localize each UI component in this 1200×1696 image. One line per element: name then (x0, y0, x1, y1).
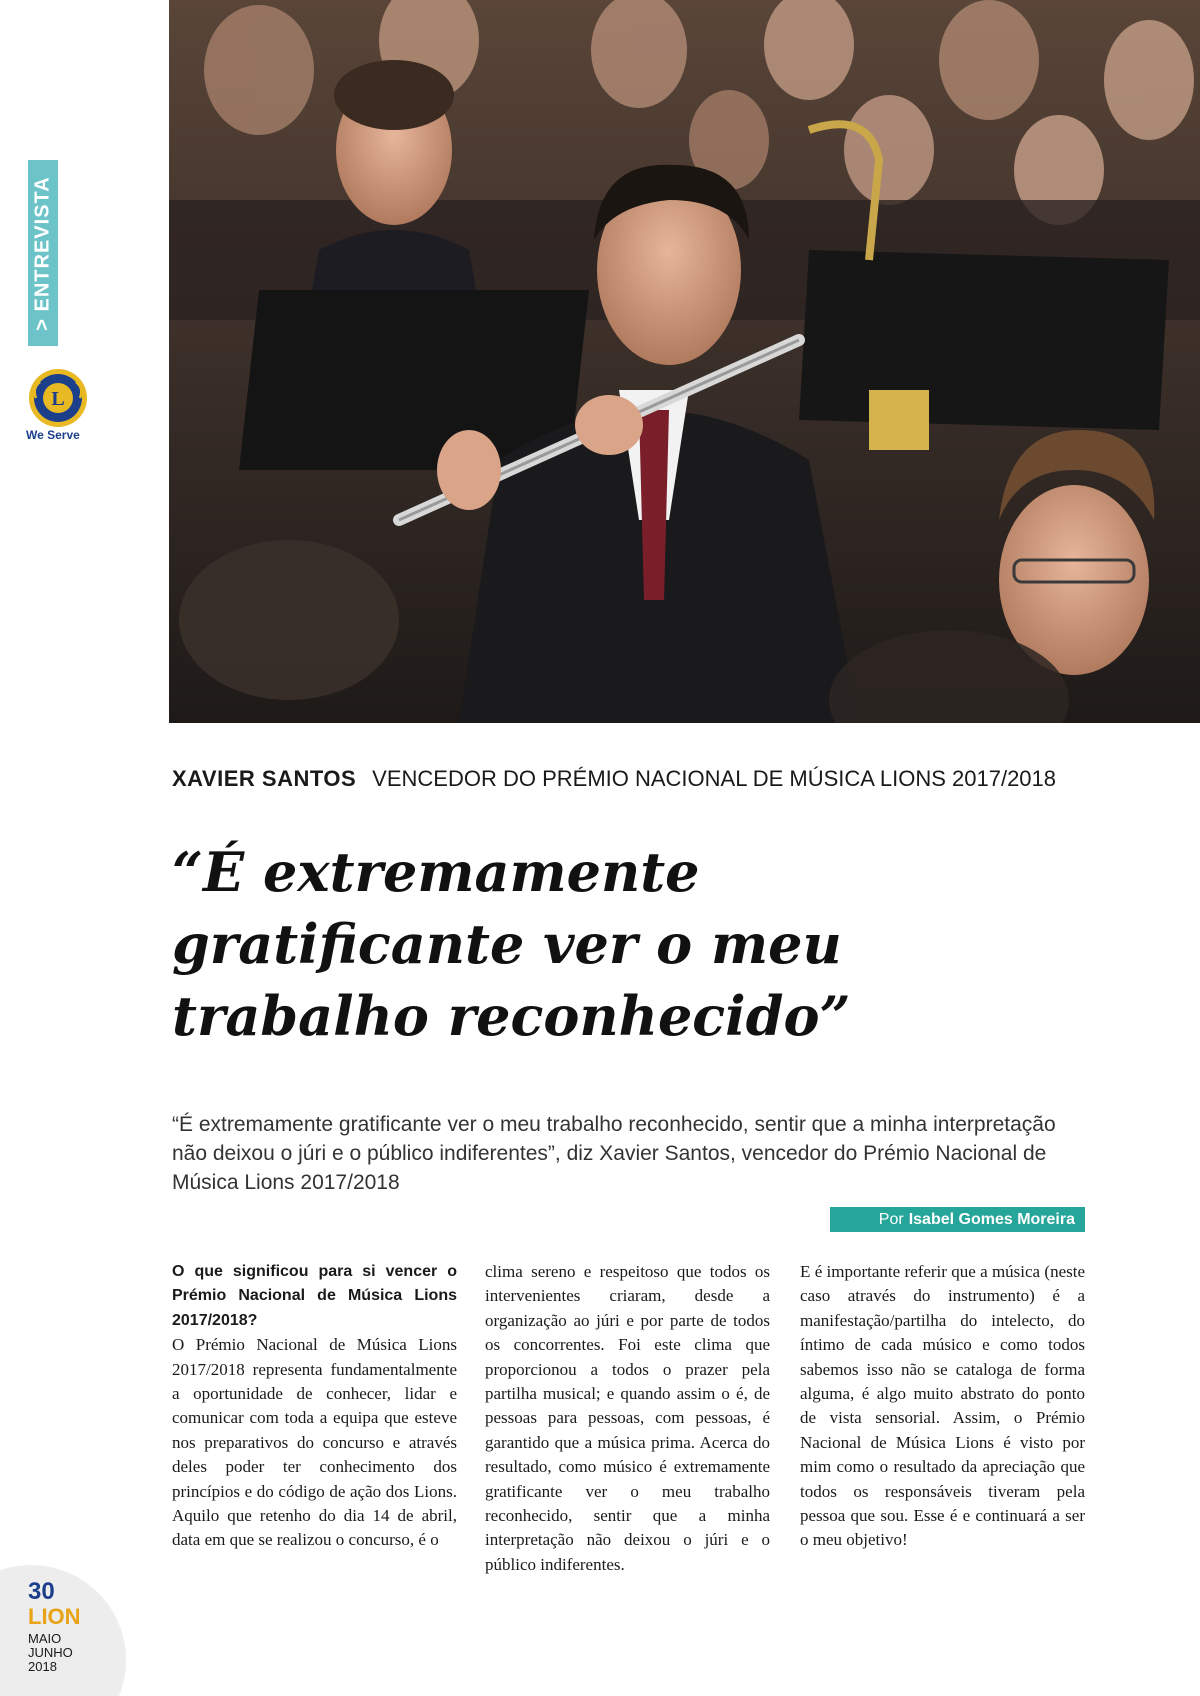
headline-line: “É extremamente (172, 840, 700, 904)
body-column-1 (172, 1260, 457, 1553)
kicker-name: XAVIER SANTOS (172, 766, 357, 791)
section-tab-label-wrap (28, 160, 58, 346)
column-text: O Prémio Nacional de Música Lions 2017/2018 representa fundamentalmente a oportunidade de conhecer, lidar e comunicar com toda a equipa que esteve nos preparativos do concurso e através deles poder ter conhecimento dos princípios e do código de ação dos Lions. Aquilo que retenho do dia 14 de abril, data em que se realizou o concurso, é o (172, 1335, 457, 1550)
lions-club-emblem-icon (28, 368, 88, 428)
article-headline (172, 836, 1172, 1052)
column-text: clima sereno e respeitoso que todos os intervenientes criaram, desde a organização ao júri e por parte de todos os concorrentes. Foi este clima que proporcionou a todos o prazer pela partilha musical; e quando assim o é, de pessoas para pessoas, com pessoas, é garantido que a música prima. Acerca do resultado, como músico é extremamente gratificante ver o meu trabalho reconhecido, sentir que a minha interpretação não deixou o júri e o público indiferentes. (485, 1262, 770, 1574)
svg-text:L: L (51, 388, 65, 410)
body-column-2 (485, 1260, 770, 1577)
orchestra-flute-player-photo-icon (169, 0, 1200, 723)
column-text: E é importante referir que a música (neste caso através do instrumento) é a manifestação/partilha do intelecto, do íntimo de cada músico e como todos sabemos isso não se cataloga de forma alguma, é algo muito abstrato do ponto de vista sensorial. Assim, o Prémio Nacional de Música Lions é visto por mim como o resultado da apreciação que todos os responsáveis tiveram pela pessoa que sou. Esse é e continuará a ser o meu objetivo! (800, 1262, 1085, 1550)
issue-month-1: MAIO (28, 1631, 62, 1646)
article-kicker (172, 766, 1172, 792)
body-column-3 (800, 1260, 1085, 1553)
byline (830, 1207, 1085, 1232)
byline-author: Isabel Gomes Moreira (908, 1211, 1075, 1228)
page-number: 30 (28, 1578, 55, 1605)
logo-tagline: We Serve (26, 428, 80, 442)
article-standfirst: “É extremamente gratificante ver o meu trabalho reconhecido, sentir que a minha interpretação não deixou o júri e o público indiferentes”, diz Xavier Santos, vencedor do Prémio Nacional de Música Lions 2017/2018 (172, 1113, 1056, 1194)
issue-year: 2018 (28, 1659, 57, 1674)
section-label: > ENTREVISTA (31, 175, 54, 331)
headline-line: gratificante ver o meu (172, 912, 842, 976)
hero-photo (169, 0, 1200, 723)
issue-month-2: JUNHO (28, 1645, 73, 1660)
page-corner-decoration (0, 1565, 126, 1696)
byline-prefix: Por (878, 1211, 904, 1228)
headline-line: trabalho reconhecido” (172, 984, 851, 1048)
interview-question: O que significou para si vencer o Prémio Nacional de Música Lions 2017/2018? (172, 1263, 457, 1329)
magazine-name: LION (28, 1604, 81, 1629)
kicker-title: VENCEDOR DO PRÉMIO NACIONAL DE MÚSICA LIONS 2017/2018 (372, 766, 1057, 791)
